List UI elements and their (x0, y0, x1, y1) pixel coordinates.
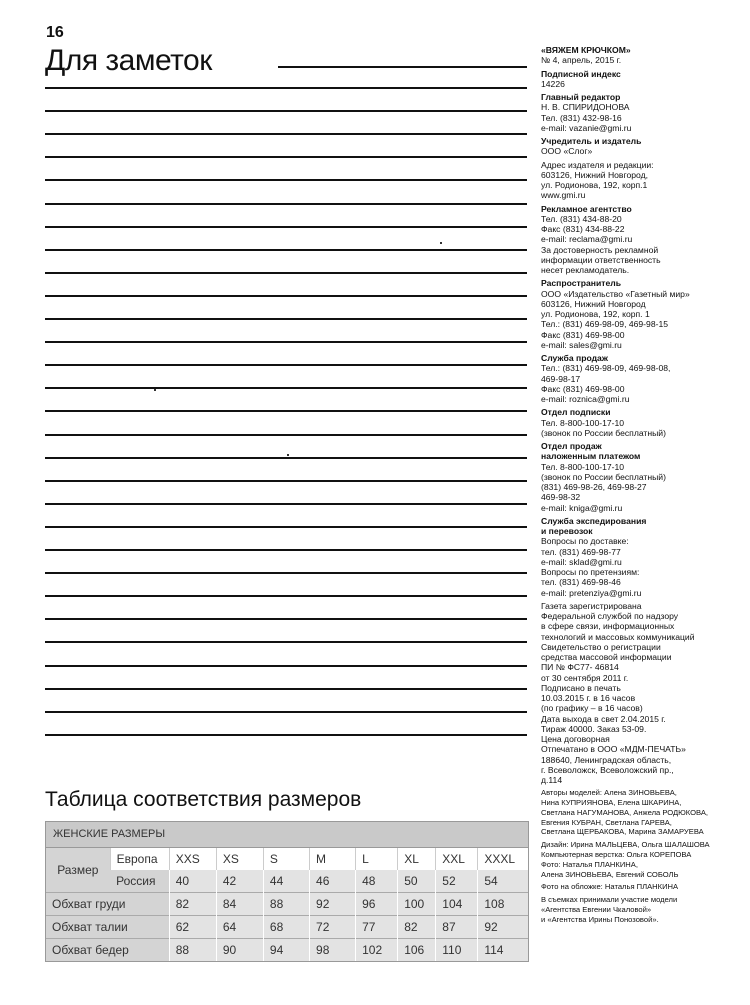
imprint-line: 10.03.2015 г. в 16 часов (541, 693, 636, 703)
imprint-heading: и перевозок (541, 526, 593, 536)
imprint-line: Факс (831) 434-88-22 (541, 224, 625, 234)
imprint-heading: Распространитель (541, 278, 621, 289)
note-line (45, 549, 527, 551)
row-label: Россия (110, 870, 169, 893)
page-number: 16 (46, 24, 64, 41)
note-line (45, 618, 527, 620)
imprint-line: в сфере связи, информационных (541, 621, 675, 632)
table-row (46, 916, 528, 939)
imprint-line: 14226 (541, 78, 565, 89)
table-cell: 110 (436, 939, 478, 962)
table-cell: 92 (478, 916, 528, 939)
imprint-block (541, 278, 741, 350)
table-cell: 42 (216, 870, 263, 893)
credits-block (541, 788, 741, 837)
table-cell: 44 (263, 870, 309, 893)
credits-line: Нина КУПРИЯНОВА, Елена ШКАРИНА, (541, 798, 682, 808)
imprint-line: ПИ № ФС77- 46814 (541, 662, 619, 673)
imprint-line: информации ответственность (541, 254, 661, 265)
imprint-line: 469-98-17 (541, 373, 581, 384)
imprint-line: тел. (831) 469-98-46 (541, 577, 621, 588)
imprint-heading: Служба продаж (541, 353, 608, 363)
imprint-heading: Рекламное агентство (541, 203, 632, 214)
table-cell: 48 (356, 870, 398, 893)
table-cell: 104 (436, 893, 478, 916)
size-table (45, 821, 529, 962)
table-cell: 62 (169, 916, 216, 939)
row-label: Обхват груди (46, 893, 169, 916)
speck (440, 242, 442, 244)
imprint-line: Федеральной службой по надзору (541, 611, 679, 621)
note-line (45, 434, 527, 436)
credits-line: Авторы моделей: Алена ЗИНОВЬЕВА, (541, 788, 677, 798)
imprint-line: Вопросы по доставке: (541, 536, 629, 547)
table-cell: 50 (398, 870, 436, 893)
row-label: Обхват талии (46, 916, 169, 939)
note-line (45, 87, 527, 89)
note-line (45, 503, 527, 505)
imprint-line: д.114 (541, 775, 563, 785)
table-cell: M (310, 848, 356, 870)
imprint-block (541, 601, 741, 786)
imprint-block (541, 516, 741, 598)
imprint-line: e-mail: sales@gmi.ru (541, 339, 622, 350)
credits-line: Алена ЗИНОВЬЕВА, Евгений СОБОЛЬ (541, 869, 679, 879)
note-line (45, 295, 527, 297)
imprint-line: Цена договорная (541, 734, 610, 744)
table-cell: XXL (436, 848, 478, 870)
imprint-line: Подписано в печать (541, 682, 621, 693)
credits-line: Компьютерная верстка: Ольга КОРЕПОВА (541, 850, 692, 860)
imprint-line: Тел. (831) 432-98-16 (541, 112, 622, 123)
credits-line: Светлана НАГУМАНОВА, Анжела РОДЮКОВА, (541, 807, 709, 817)
note-line (45, 641, 527, 643)
imprint-line: Вопросы по претензиям: (541, 567, 640, 577)
imprint-line: (звонок по России бесплатный) (541, 427, 666, 438)
imprint-line: www.gmi.ru (541, 190, 586, 201)
table-cell: 114 (478, 939, 528, 962)
imprint-block (541, 204, 741, 276)
imprint-line: тел. (831) 469-98-77 (541, 546, 621, 557)
note-line (45, 410, 527, 412)
imprint-line: 188640, Ленинградская область, (541, 754, 672, 765)
credits-line: В съемках принимали участие модели (541, 895, 678, 905)
table-cell: XL (398, 848, 436, 870)
row-label: Европа (110, 848, 169, 870)
imprint-block (541, 69, 741, 90)
imprint-line: Тираж 40000. Заказ 53-09. (541, 723, 647, 734)
imprint-line: (по графику – в 16 часов) (541, 703, 643, 714)
imprint-line: e-mail: reclama@gmi.ru (541, 234, 633, 245)
imprint-line: ООО «Слог» (541, 146, 593, 157)
imprint-block (541, 160, 741, 201)
note-line (45, 711, 527, 713)
imprint-heading: Главный редактор (541, 92, 621, 102)
note-line (45, 457, 527, 459)
imprint-line: Тел. (831) 434-88-20 (541, 213, 622, 224)
table-row (46, 939, 528, 962)
imprint-line: e-mail: kniga@gmi.ru (541, 502, 623, 513)
table-cell: 94 (263, 939, 309, 962)
imprint-heading: Учредитель и издатель (541, 136, 642, 146)
imprint-heading: Подписной индекс (541, 68, 621, 79)
note-line (45, 226, 527, 228)
imprint-line: Тел.: (831) 469-98-09, 469-98-08, (541, 363, 671, 374)
table-cell: 90 (216, 939, 263, 962)
table-cell: 68 (263, 916, 309, 939)
title-rule (278, 66, 527, 68)
notes-title: Для заметок (45, 44, 212, 77)
note-line (45, 156, 527, 158)
imprint-line: e-mail: pretenziya@gmi.ru (541, 587, 642, 598)
imprint-block (541, 353, 741, 404)
note-line (45, 249, 527, 251)
note-line (45, 133, 527, 135)
imprint-heading: Служба экспедирования (541, 515, 647, 526)
note-line (45, 341, 527, 343)
table-cell: 92 (310, 893, 356, 916)
imprint-heading: Отдел продаж (541, 441, 602, 451)
credits-line: Дизайн: Ирина МАЛЬЦЕВА, Ольга ШАЛАШОВА (541, 840, 710, 850)
imprint-line: Факс (831) 469-98-00 (541, 329, 625, 340)
note-line (45, 572, 527, 574)
note-line (45, 665, 527, 667)
imprint-block (541, 45, 741, 66)
note-line (45, 364, 527, 366)
imprint-line: несет рекламодатель. (541, 265, 630, 275)
credits-line: и «Агентства Ирины Понозовой». (541, 914, 659, 924)
imprint-line: ул. Родионова, 192, корп.1 (541, 180, 648, 190)
imprint-line: Отпечатано в ООО «МДМ-ПЕЧАТЬ» (541, 744, 686, 755)
imprint-line: e-mail: sklad@gmi.ru (541, 556, 622, 567)
table-cell: 77 (356, 916, 398, 939)
table-cell: 88 (263, 893, 309, 916)
speck (287, 454, 289, 456)
table-cell: XS (216, 848, 263, 870)
imprint-line: Факс (831) 469-98-00 (541, 383, 625, 394)
imprint (541, 45, 741, 928)
note-line (45, 480, 527, 482)
table-cell: 52 (436, 870, 478, 893)
note-line (45, 110, 527, 112)
imprint-block (541, 407, 741, 438)
note-line (45, 526, 527, 528)
size-table-header: ЖЕНСКИЕ РАЗМЕРЫ (46, 822, 528, 848)
note-line (45, 387, 527, 389)
table-cell: XXS (169, 848, 216, 870)
size-grid (46, 848, 528, 961)
imprint-line: 469-98-32 (541, 492, 581, 503)
imprint-block (541, 92, 741, 133)
imprint-line: e-mail: vazanie@gmi.ru (541, 122, 632, 133)
imprint-line: Тел.: (831) 469-98-09, 469-98-15 (541, 319, 669, 330)
table-cell: 88 (169, 939, 216, 962)
table-cell: L (356, 848, 398, 870)
note-line (45, 595, 527, 597)
table-cell: S (263, 848, 309, 870)
table-cell: 87 (436, 916, 478, 939)
credits-line: Евгения КУБРАН, Светлана ГАРЕВА, (541, 817, 672, 827)
size-label-cell: Размер (46, 848, 110, 893)
note-line (45, 734, 527, 736)
credits-block (541, 895, 741, 924)
table-cell: 98 (310, 939, 356, 962)
imprint-line: e-mail: roznica@gmi.ru (541, 394, 630, 404)
table-row (46, 848, 528, 870)
table-cell: 82 (169, 893, 216, 916)
credits-line: Светлана ЩЕРБАКОВА, Марина ЗАМАРУЕВА (541, 827, 704, 837)
table-cell: XXXL (478, 848, 528, 870)
imprint-line: (звонок по России бесплатный) (541, 471, 666, 482)
imprint-line: Свидетельство о регистрации (541, 641, 661, 652)
imprint-line: г. Всеволожск, Всеволожский пр., (541, 764, 674, 775)
speck (154, 389, 156, 391)
imprint-line: 603126, Нижний Новгород (541, 298, 646, 309)
credits-line: «Агентства Евгении Чкаловой» (541, 905, 652, 915)
imprint-line: Н. В. СПИРИДОНОВА (541, 102, 630, 113)
table-cell: 108 (478, 893, 528, 916)
table-cell: 84 (216, 893, 263, 916)
note-line (45, 318, 527, 320)
imprint-line: 603126, Нижний Новгород, (541, 169, 648, 180)
imprint-line: технологий и массовых коммуникаций (541, 631, 695, 642)
table-row (46, 893, 528, 916)
imprint-line: Дата выхода в свет 2.04.2015 г. (541, 713, 666, 724)
note-line (45, 272, 527, 274)
imprint-heading: наложенным платежом (541, 451, 641, 462)
imprint-line: Адрес издателя и редакции: (541, 159, 654, 170)
table-cell: 96 (356, 893, 398, 916)
imprint-line: от 30 сентября 2011 г. (541, 672, 629, 683)
table-cell: 46 (310, 870, 356, 893)
table-cell: 100 (398, 893, 436, 916)
credits-block (541, 882, 741, 892)
table-cell: 72 (310, 916, 356, 939)
table-cell: 102 (356, 939, 398, 962)
imprint-line: Газета зарегистрирована (541, 600, 642, 611)
imprint-line: Тел. 8-800-100-17-10 (541, 461, 625, 472)
credits-block (541, 840, 741, 879)
note-line (45, 203, 527, 205)
table-cell: 54 (478, 870, 528, 893)
imprint-line: средства массовой информации (541, 652, 672, 662)
note-line (45, 688, 527, 690)
size-table-title: Таблица соответствия размеров (45, 788, 362, 811)
table-cell: 64 (216, 916, 263, 939)
table-cell: 82 (398, 916, 436, 939)
table-cell: 40 (169, 870, 216, 893)
imprint-block (541, 441, 741, 513)
credits-line: Фото: Наталья ПЛАНКИНА, (541, 859, 638, 869)
imprint-line: (831) 469-98-26, 469-98-27 (541, 482, 647, 492)
imprint-line: За достоверность рекламной (541, 244, 659, 255)
imprint-line: № 4, апрель, 2015 г. (541, 55, 622, 66)
imprint-line: Тел. 8-800-100-17-10 (541, 417, 625, 428)
table-cell: 106 (398, 939, 436, 962)
credits-line: Фото на обложке: Наталья ПЛАНКИНА (541, 882, 679, 892)
imprint-block (541, 136, 741, 157)
imprint-line: ул. Родионова, 192, корп. 1 (541, 309, 650, 319)
note-line (45, 179, 527, 181)
imprint-line: ООО «Издательство «Газетный мир» (541, 288, 690, 299)
table-row (46, 870, 528, 893)
imprint-heading: «ВЯЖЕМ КРЮЧКОМ» (541, 45, 631, 55)
row-label: Обхват бедер (46, 939, 169, 962)
imprint-heading: Отдел подписки (541, 407, 611, 418)
